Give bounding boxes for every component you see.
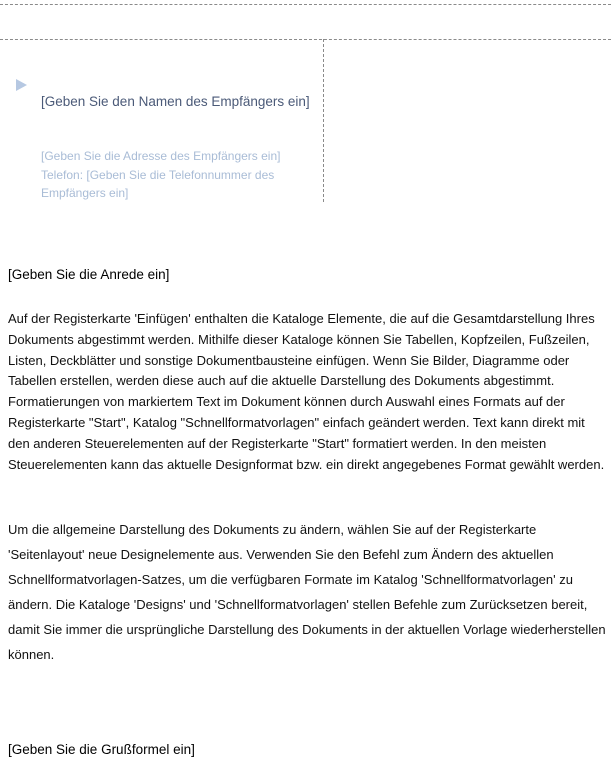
top-guide-line: [0, 4, 611, 5]
recipient-name-field[interactable]: [Geben Sie den Namen des Empfängers ein]: [41, 94, 310, 109]
header-guide-line: [0, 39, 611, 40]
body-paragraph-1: Auf der Registerkarte 'Einfügen' enthalten die Kataloge Elemente, die auf die Gesamtdarstellung Ihres Dokuments abgestimmt werden. Mithilfe dieser Kataloge können Sie Tabellen, Kopfzeilen, Fußzeilen, Listen, Deckblätter und sonstige Dokumentbausteine einfügen. Wenn Sie Bilder, Diagramme oder Tabellen erstellen, werden diese auch auf die aktuelle Darstellung des Dokuments abgestimmt.: [8, 311, 595, 389]
salutation-field[interactable]: [Geben Sie die Anrede ein]: [8, 267, 170, 282]
body-paragraph-3: Um die allgemeine Darstellung des Dokuments zu ändern, wählen Sie auf der Registerkarte 'Seitenlayout' neue Designelemente aus. Verwenden Sie den Befehl zum Ändern des aktuellen Schnellformatvorlagen-Satzes, um die verfügbaren Formate im Katalog 'Schnellformatvorlagen' zu ändern. Die Kataloge 'Designs' und 'Schnellformatvorlagen' stellen Befehle zum Zurücksetzen bereit, damit Sie immer die ursprüngliche Darstellung des Dokuments in der aktuellen Vorlage wiederherstellen können.: [8, 522, 606, 662]
address-column-guide-line: [323, 39, 324, 202]
triangle-marker-icon: [16, 79, 27, 91]
recipient-address-block: [41, 147, 311, 203]
recipient-address-field[interactable]: [Geben Sie die Adresse des Empfängers ein]: [41, 149, 281, 163]
closing-field[interactable]: [Geben Sie die Grußformel ein]: [8, 742, 195, 757]
recipient-phone-field[interactable]: Telefon: [Geben Sie die Telefonnummer des Empfängers ein]: [41, 167, 275, 200]
letter-body-upper: [8, 309, 608, 475]
body-paragraph-2: Formatierungen von markiertem Text im Dokument können durch Auswahl eines Formats auf der Registerkarte "Start", Katalog "Schnellformatvorlagen" einfach geändert werden. Text kann direkt mit den anderen Steuerelementen auf der Registerkarte "Start" formatiert werden. In den meisten Steuerelementen kann das aktuelle Designformat bzw. ein direkt angegebenes Format gewählt werden.: [8, 394, 605, 472]
